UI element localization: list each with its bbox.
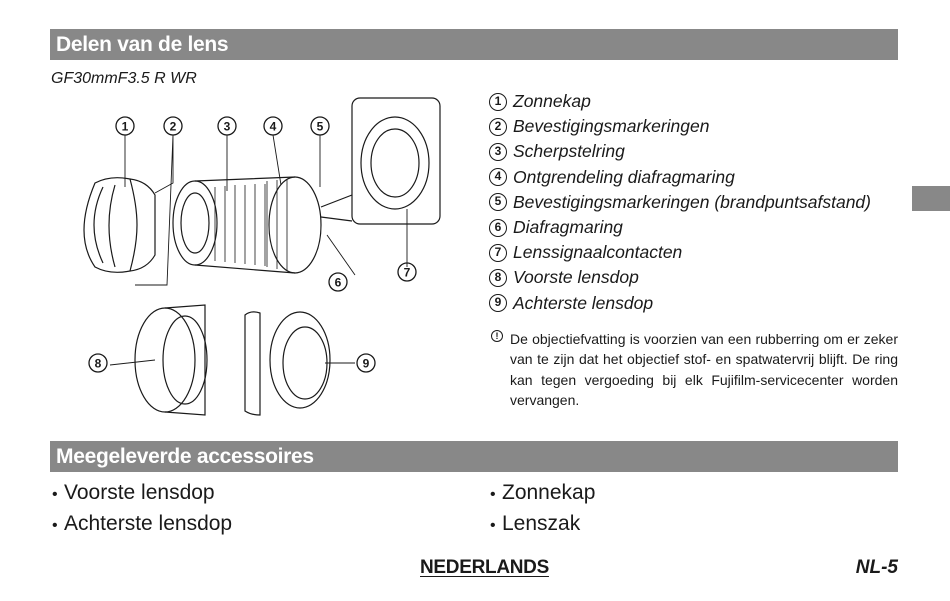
lens-diagram [55,95,445,425]
list-item: 4 Ontgrendeling diafragmaring [489,165,871,190]
caution-note [491,329,898,410]
footer-language: NEDERLANDS [420,557,549,578]
note-text: De objectiefvatting is voorzien van een rubberring om er zeker van te zijn dat het objectief stof- en spatwatervrij blijft. De ring kan tegen vergoeding bij elk Fujifilm-servicecenter worden vervangen. [510,331,898,408]
page-number: NL-5 [855,557,898,578]
list-item: 7 Lenssignaalcontacten [489,240,871,265]
list-item: 3 Scherpstelring [489,139,871,164]
lens-model: GF30mmF3.5 R WR [51,70,197,87]
diagram-label-3: 3 [223,119,231,134]
list-item: • Achterste lensdop [52,509,232,540]
diagram-label-5: 5 [316,119,324,134]
list-item: 6 Diafragmaring [489,215,871,240]
list-item: 5 Bevestigingsmarkeringen (brandpuntsafstand) [489,190,871,215]
accessories-list-left [52,478,232,540]
list-item: • Lenszak [490,509,595,540]
diagram-label-6: 6 [334,275,342,290]
section-title-accessories: Meegeleverde accessoires [50,441,898,472]
list-item: • Voorste lensdop [52,478,232,509]
section-title-lens-parts: Delen van de lens [50,29,898,60]
rear-cap-shape [270,312,330,408]
diagram-label-8: 8 [94,356,102,371]
diagram-label-9: 9 [362,356,370,371]
diagram-label-2: 2 [169,119,177,134]
side-thumb-tab [912,186,950,211]
list-item: 1 Zonnekap [489,89,871,114]
accessories-list-right [490,478,595,540]
diagram-label-1: 1 [121,119,129,134]
list-item: 8 Voorste lensdop [489,265,871,290]
lens-hood-shape [84,178,137,273]
front-cap-shape [135,308,195,412]
diagram-label-4: 4 [269,119,277,134]
parts-list [489,89,871,316]
list-item: 2 Bevestigingsmarkeringen [489,114,871,139]
caution-icon: ! [491,330,503,342]
diagram-label-7: 7 [403,265,411,280]
list-item: • Zonnekap [490,478,595,509]
list-item: 9 Achterste lensdop [489,291,871,316]
